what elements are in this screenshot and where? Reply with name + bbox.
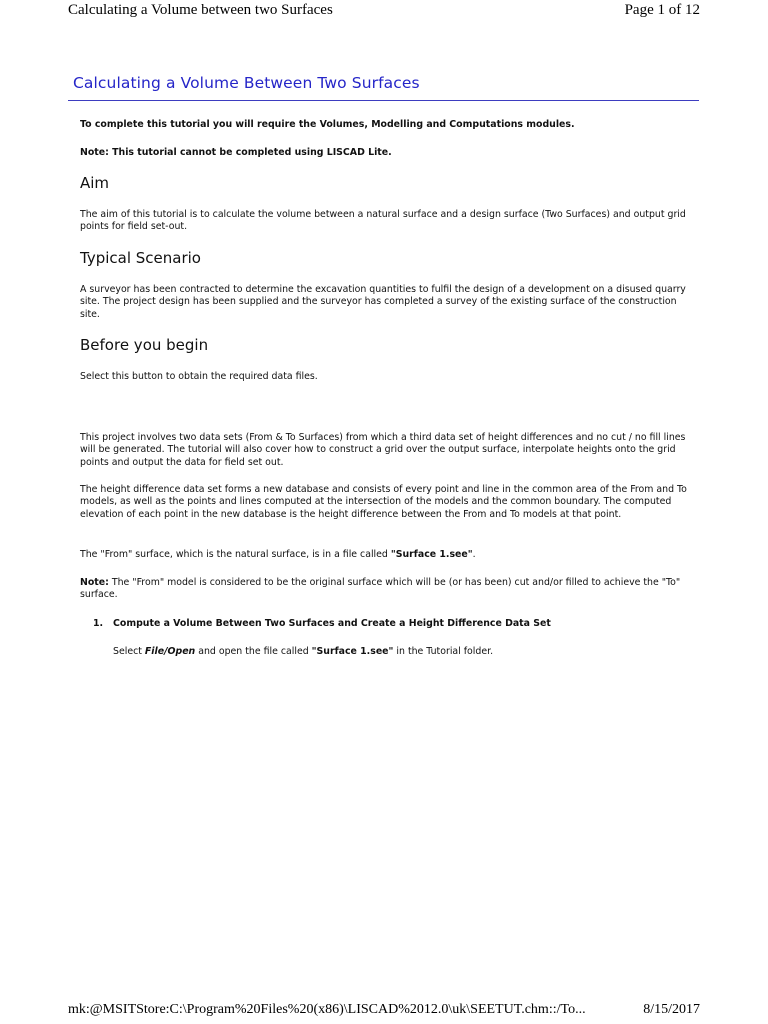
- note-text: The "From" model is considered to be the original surface which will be (or has been) cut and/or filled to achieve the "To" surface.: [80, 577, 681, 601]
- project-paragraph: This project involves two data sets (From & To Surfaces) from which a third data set of height differences and no cut / no fill lines will be generated. The tutorial will also cover how to construct a grid over the output surface, interpolate heights onto the grid points and output the data for field set out.: [80, 432, 686, 468]
- scenario-paragraph: A surveyor has been contracted to determine the excavation quantities to fulfil the design of a development on a disused quarry site. The project design has been supplied and the surveyor has completed a survey of the existing surface of the construction site.: [80, 284, 686, 320]
- lite-note: Note: This tutorial cannot be completed using LISCAD Lite.: [80, 147, 392, 158]
- note-label: Note:: [80, 577, 109, 588]
- from-surface-suffix: .: [472, 549, 476, 560]
- step-1-end: in the Tutorial folder.: [393, 646, 494, 657]
- print-footer: [68, 1000, 700, 1020]
- file-open-menu: File/Open: [144, 646, 196, 657]
- from-surface-paragraph: [80, 549, 690, 561]
- footer-date: 8/15/2017: [643, 1002, 700, 1017]
- print-header-title: Calculating a Volume between two Surfaces: [68, 2, 333, 18]
- heading-divider: [68, 100, 699, 101]
- step-1-title: Compute a Volume Between Two Surfaces and Create a Height Difference Data Set: [113, 618, 551, 629]
- print-header: [68, 0, 700, 22]
- requirement-text: To complete this tutorial you will require the Volumes, Modelling and Computations modules.: [80, 119, 575, 130]
- before-paragraph: Select this button to obtain the required data files.: [80, 371, 318, 382]
- before-heading: Before you begin: [80, 336, 209, 354]
- footer-path: mk:@MSITStore:C:\Program%20Files%20(x86)\LISCAD%2012.0\uk\SEETUT.chm::/To...: [68, 1002, 586, 1017]
- step-1-filename: "Surface 1.see": [311, 646, 394, 657]
- step-1-heading: [93, 618, 551, 629]
- from-surface-filename: "Surface 1.see": [390, 549, 473, 560]
- from-model-note: [80, 577, 690, 602]
- step-1-number: 1.: [93, 618, 104, 629]
- aim-paragraph: The aim of this tutorial is to calculate the volume between a natural surface and a design surface (Two Surfaces) and output grid points for field set-out.: [80, 209, 686, 233]
- page-title: Calculating a Volume Between Two Surfaces: [73, 74, 420, 92]
- step-1-instruction: [113, 646, 690, 658]
- step-1-select: Select: [113, 646, 145, 657]
- step-1-mid: and open the file called: [195, 646, 312, 657]
- scenario-heading: Typical Scenario: [80, 249, 201, 267]
- from-surface-prefix: The "From" surface, which is the natural surface, is in a file called: [80, 549, 391, 560]
- aim-heading: Aim: [80, 174, 110, 192]
- height-difference-paragraph: The height difference data set forms a new database and consists of every point and line in the common area of the From and To models, as well as the points and lines computed at the intersection of the models and the common boundary. The computed elevation of each point in the new database is the height difference between the From and To models at that point.: [80, 484, 687, 520]
- page-number: Page 1 of 12: [624, 2, 700, 18]
